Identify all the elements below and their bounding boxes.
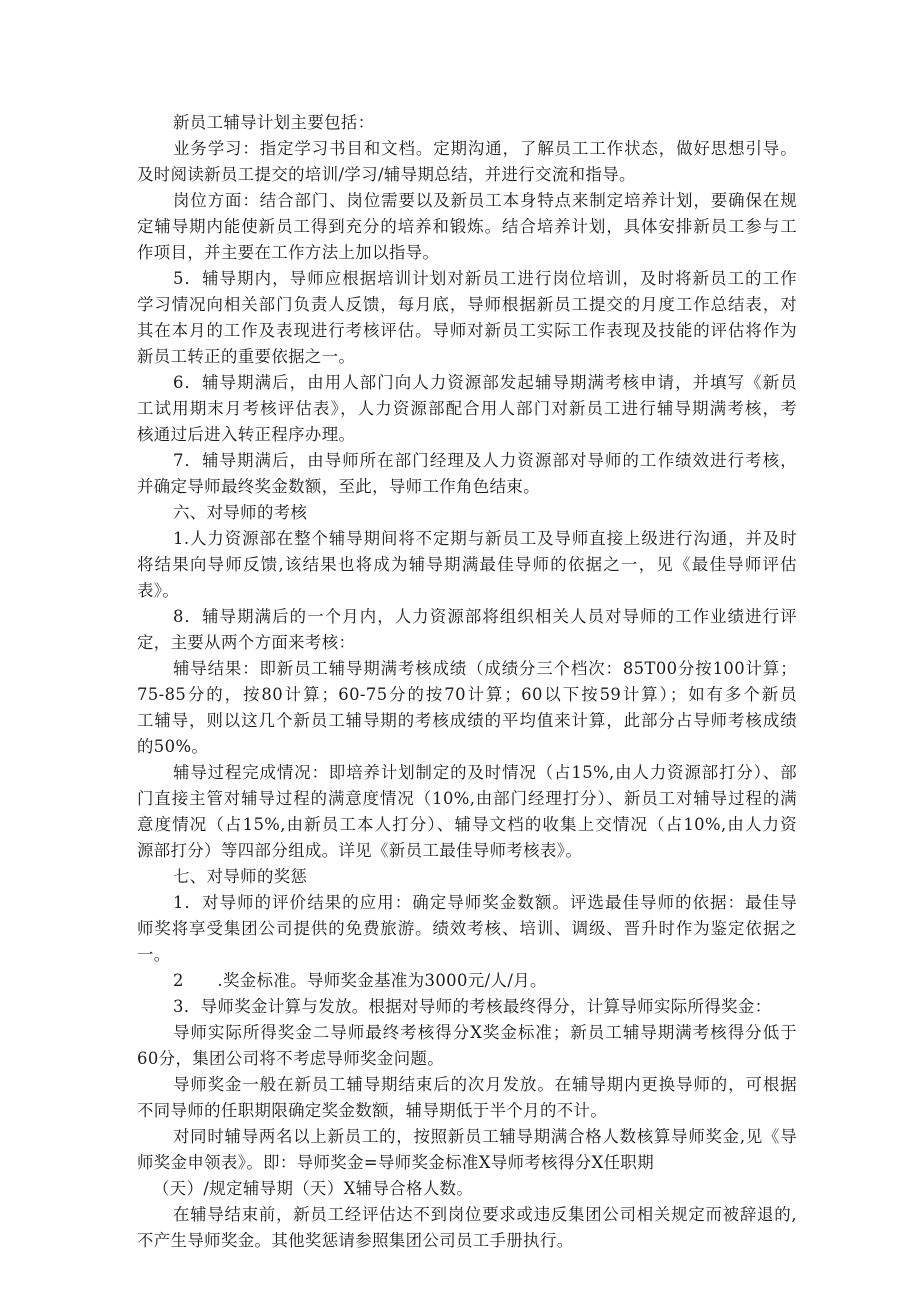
paragraph-line: 1.人力资源部在整个辅导期间将不定期与新员工及导师直接上级进行沟通，并及时 — [173, 529, 797, 548]
paragraph-line: 不产生导师奖金。其他奖惩请参照集团公司员工手册执行。 — [137, 1231, 574, 1250]
paragraph-line: 新员工转正的重要依据之一。 — [137, 347, 356, 366]
paragraph-line: 对同时辅导两名以上新员工的，按照新员工辅导期满合格人数核算导师奖金,见《导 — [173, 1127, 797, 1146]
paragraph-line: 工辅导，则以这几个新员工辅导期的考核成绩的平均值来计算，此部分占导师考核成绩 — [137, 711, 797, 730]
paragraph-line: 定辅导期内能使新员工得到充分的培养和锻炼。结合培养计划，具体安排新员工参与工 — [137, 217, 797, 236]
paragraph-line: 不同导师的任职期限确定奖金数额，辅导期低于半个月的不计。 — [137, 1101, 608, 1120]
paragraph-line: 辅导结果：即新员工辅导期满考核成绩（成绩分三个档次：85T00分按100计算； — [173, 659, 797, 678]
paragraph-line: 导师奖金一般在新员工辅导期结束后的次月发放。在辅导期内更换导师的，可根据 — [173, 1075, 797, 1094]
section-heading: 七、对导师的奖惩 — [173, 867, 308, 886]
paragraph-line: 一。 — [137, 945, 171, 964]
paragraph-line: 及时阅读新员工提交的培训/学习/辅导期总结，并进行交流和指导。 — [137, 165, 636, 184]
paragraph-line: 学习情况向相关部门负责人反馈，每月底，导师根据新员工提交的月度工作总结表，对 — [137, 295, 797, 314]
paragraph-line: 2 .奖金标准。导师奖金基准为3000元/人/月。 — [173, 971, 547, 990]
paragraph-line: 业务学习：指定学习书目和文档。定期沟通，了解员工工作状态，做好思想引导。 — [173, 139, 797, 158]
paragraph-line: 辅导过程完成情况：即培养计划制定的及时情况（占15%,由人力资源部打分）、部 — [173, 763, 797, 782]
paragraph-line: 的50%。 — [137, 737, 209, 756]
paragraph-line: 定，主要从两个方面来考核： — [137, 633, 356, 652]
paragraph-line: 并确定导师最终奖金数额，至此，导师工作角色结束。 — [137, 477, 540, 496]
paragraph-line: 导师实际所得奖金二导师最终考核得分X奖金标准；新员工辅导期满考核得分低于 — [173, 1023, 797, 1042]
paragraph-line: 门直接主管对辅导过程的满意度情况（10%,由部门经理打分）、新员工对辅导过程的满 — [137, 789, 797, 808]
paragraph-line: 5．辅导期内，导师应根据培训计划对新员工进行岗位培训，及时将新员工的工作 — [173, 269, 797, 288]
paragraph-line: 75-85分的，按80计算；60-75分的按70计算；60以下按59计算）；如有多个新员 — [137, 685, 797, 704]
paragraph-line: 意度情况（占15%,由新员工本人打分）、辅导文档的收集上交情况（占10%,由人力资 — [137, 815, 797, 834]
paragraph-line: 作项目，并主要在工作方法上加以指导。 — [137, 243, 440, 262]
paragraph-line: 3．导师奖金计算与发放。根据对导师的考核最终得分，计算导师实际所得奖金： — [173, 997, 772, 1016]
paragraph-line: 将结果向导师反馈,该结果也将成为辅导期满最佳导师的依据之一，见《最佳导师评估 — [137, 555, 797, 574]
paragraph-line: 7．辅导期满后，由导师所在部门经理及人力资源部对导师的工作绩效进行考核， — [173, 451, 797, 470]
paragraph-line: 1．对导师的评价结果的应用：确定导师奖金数额。评选最佳导师的依据：最佳导 — [173, 893, 797, 912]
paragraph-line: 6．辅导期满后，由用人部门向人力资源部发起辅导期满考核申请，并填写《新员 — [173, 373, 797, 392]
paragraph-line: 岗位方面：结合部门、岗位需要以及新员工本身特点来制定培养计划，要确保在规 — [173, 191, 797, 210]
paragraph-line: 工试用期末月考核评估表》，人力资源部配合用人部门对新员工进行辅导期满考核，考 — [137, 399, 797, 418]
document-page — [137, 110, 797, 1254]
paragraph-line: 源部打分）等四部分组成。详见《新员工最佳导师考核表》。 — [137, 841, 583, 860]
section-heading: 六、对导师的考核 — [173, 503, 308, 522]
intro-line: 新员工辅导计划主要包括： — [173, 113, 375, 132]
paragraph-line: 核通过后进入转正程序办理。 — [137, 425, 356, 444]
paragraph-line: 8．辅导期满后的一个月内，人力资源部将组织相关人员对导师的工作业绩进行评 — [173, 607, 797, 626]
paragraph-line: 师奖将享受集团公司提供的免费旅游。绩效考核、培训、调级、晋升时作为鉴定依据之 — [137, 919, 797, 938]
paragraph-line: 师奖金申领表》。即：导师奖金=导师奖金标准X导师考核得分X任职期 — [137, 1153, 654, 1172]
paragraph-line: 在辅导结束前，新员工经评估达不到岗位要求或违反集团公司相关规定而被辞退的, — [173, 1205, 797, 1224]
paragraph-line: （天）/规定辅导期（天）X辅导合格人数。 — [153, 1179, 474, 1198]
paragraph-line: 表》。 — [137, 581, 180, 600]
paragraph-line: 60分，集团公司将不考虑导师奖金问题。 — [137, 1049, 445, 1068]
paragraph-line: 其在本月的工作及表现进行考核评估。导师对新员工实际工作表现及技能的评估将作为 — [137, 321, 797, 340]
